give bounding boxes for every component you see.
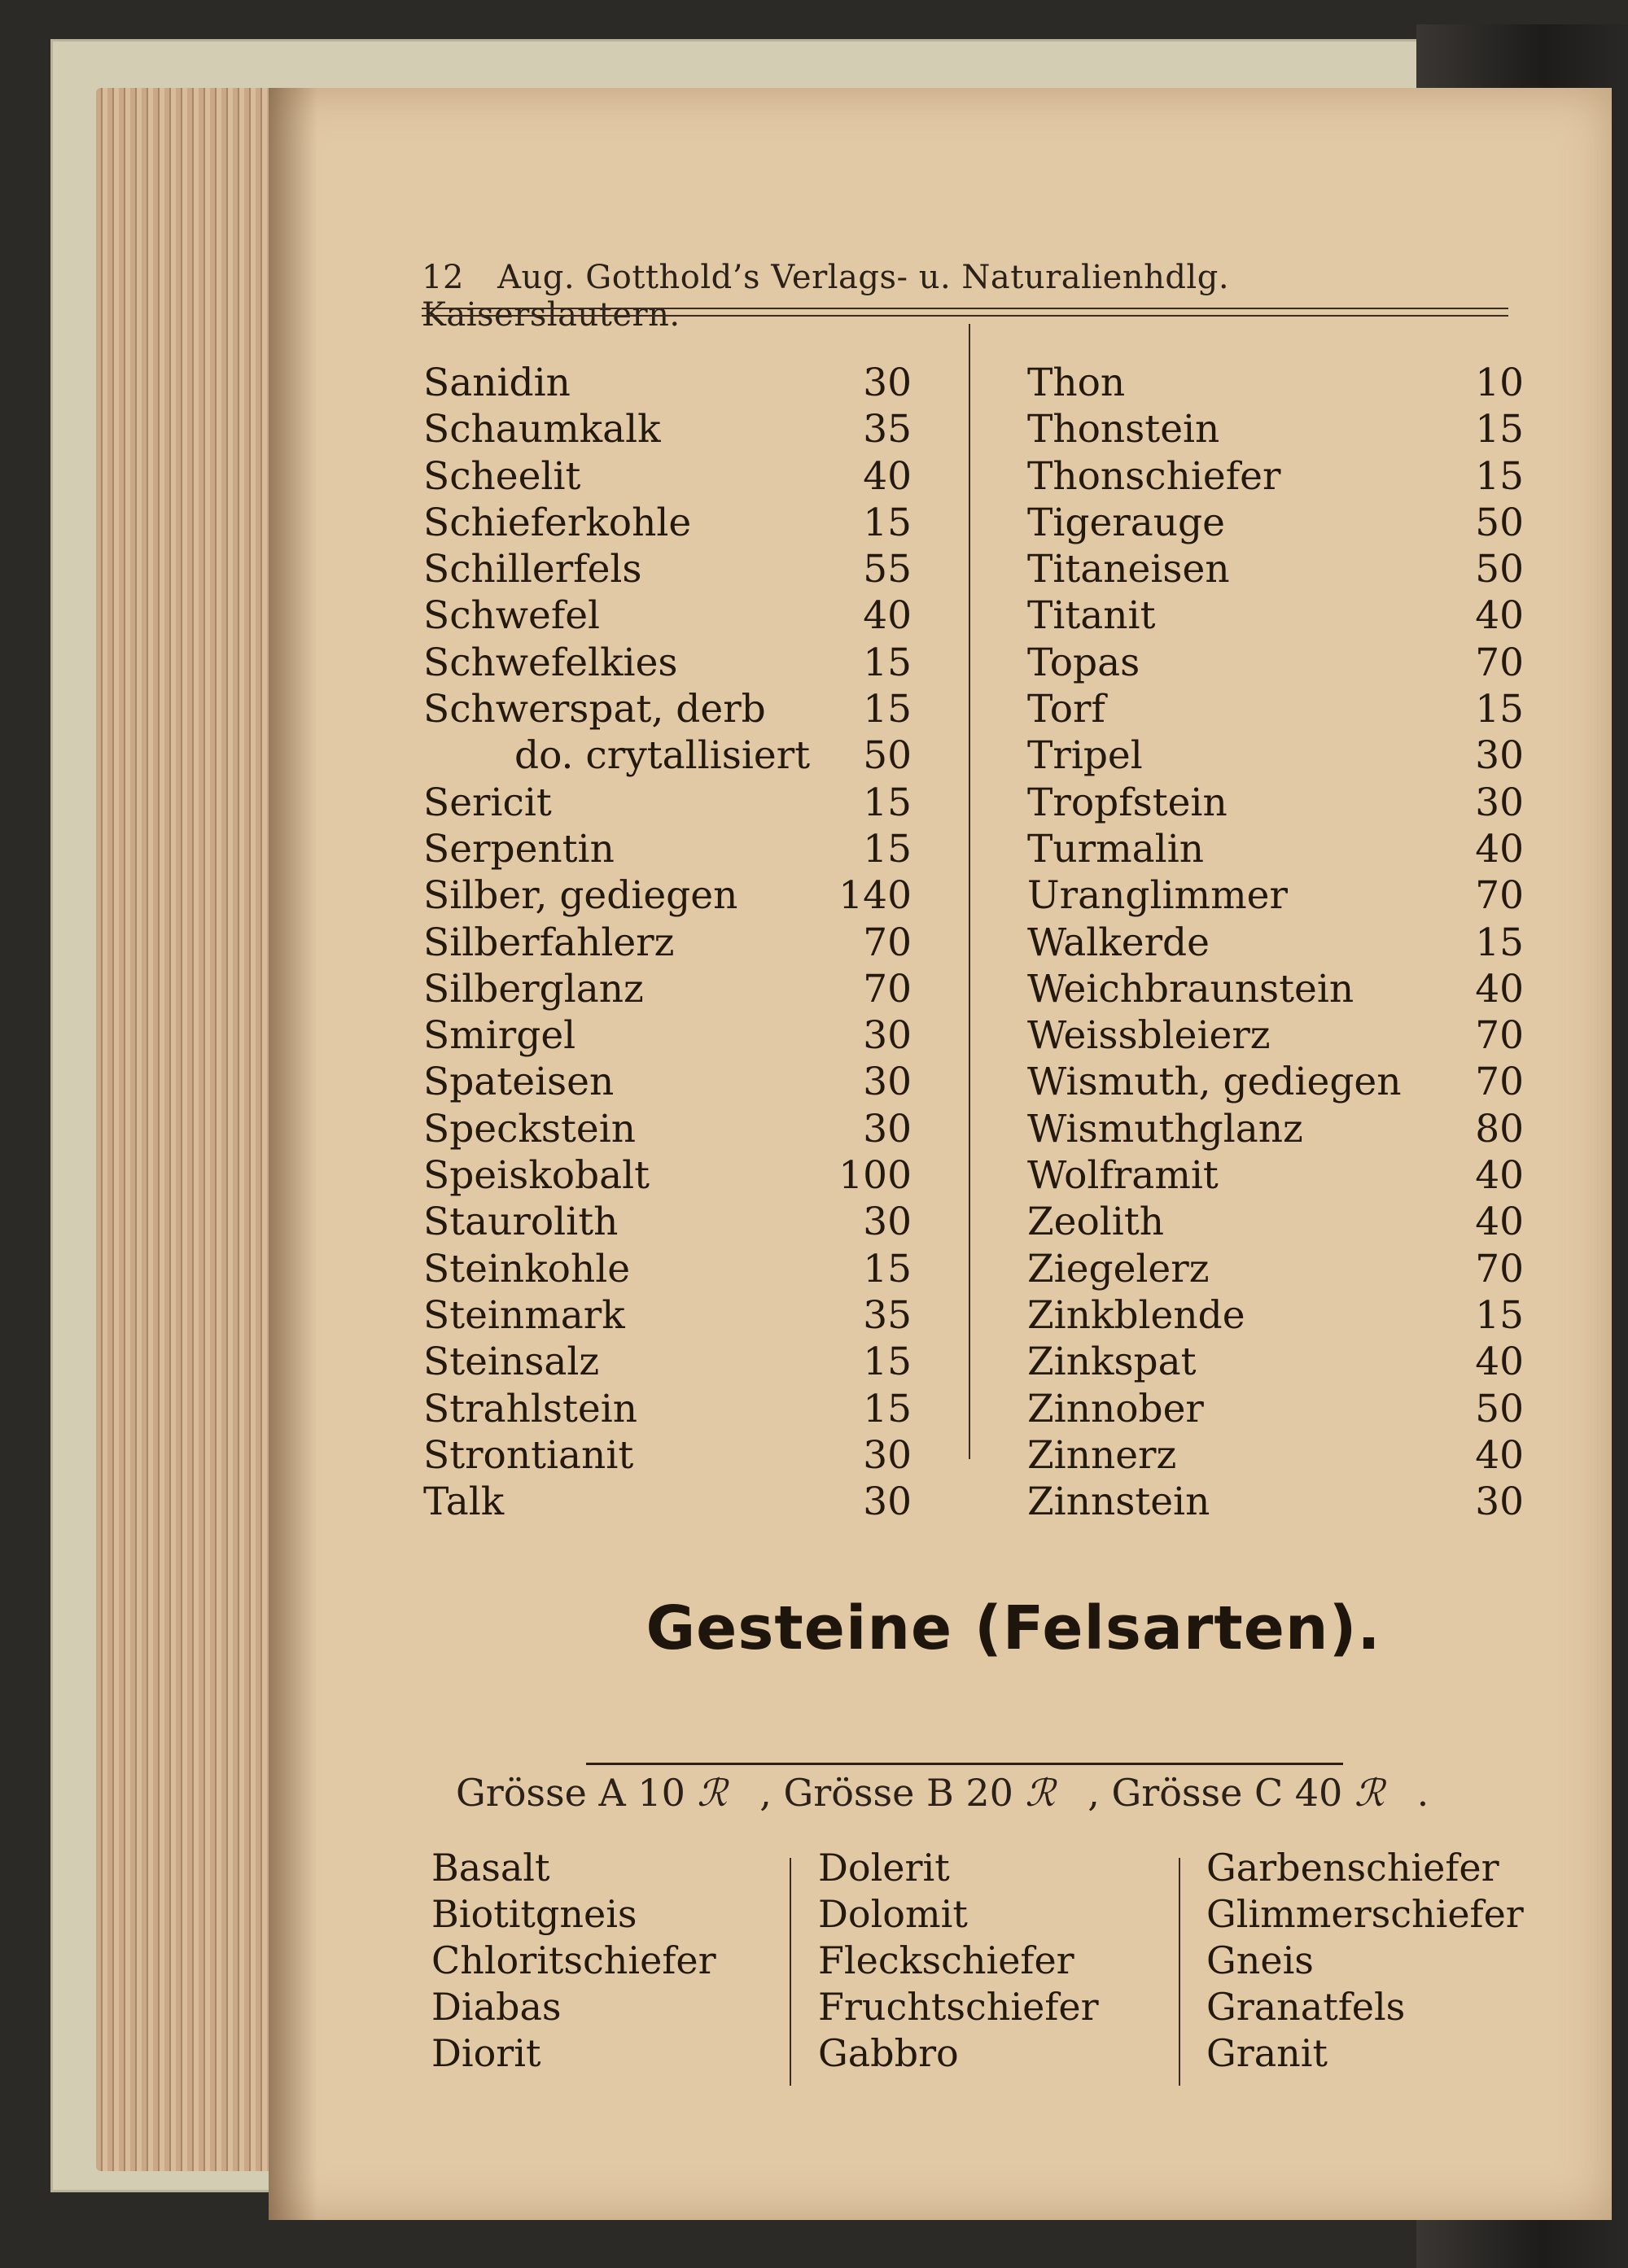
mineral-price: 40 (863, 593, 912, 639)
section-title-rule (586, 1763, 1343, 1765)
rock-name: Gneis (1206, 1938, 1314, 1982)
mineral-name: Thon (1027, 361, 1126, 405)
mineral-price: 30 (863, 361, 912, 405)
mineral-row (423, 827, 912, 873)
mineral-name: Staurolith (423, 1200, 619, 1245)
mineral-name: Serpentin (423, 826, 615, 872)
mineral-price: 50 (863, 733, 912, 779)
mineral-name: Topas (1027, 640, 1140, 685)
mineral-name: Turmalin (1027, 826, 1205, 872)
mineral-name: Titanit (1027, 593, 1156, 639)
mineral-price: 15 (1475, 1292, 1524, 1338)
mineral-name: Zinkblende (1027, 1292, 1245, 1338)
rock-list-1 (431, 1846, 790, 2078)
mineral-name: Wismuth, gediegen (1027, 1060, 1402, 1105)
mineral-row (423, 873, 912, 920)
size-a-label: Grösse A 10 (456, 1771, 685, 1815)
pfennig-sign-icon: ℛ (1354, 1771, 1385, 1815)
size-price-line: Grösse A 10 ℛ , Grösse B 20 ℛ , Grösse C 40 ℛ . (456, 1771, 1429, 1815)
mineral-price: 30 (863, 1013, 912, 1059)
rock-column-divider (1179, 1858, 1180, 2086)
mineral-price: 30 (863, 1200, 912, 1245)
mineral-name: Zinnerz (1027, 1432, 1177, 1478)
mineral-row (1027, 547, 1524, 593)
rock-name: Basalt (431, 1846, 550, 1890)
mineral-row (1027, 1107, 1524, 1153)
mineral-price: 15 (1475, 453, 1524, 499)
mineral-name: Thonschiefer (1027, 453, 1281, 499)
mineral-price: 35 (863, 1292, 912, 1338)
page-header (422, 259, 1317, 334)
mineral-name: do. crytallisiert (514, 733, 811, 779)
mineral-row (1027, 500, 1524, 547)
mineral-name: Tripel (1027, 733, 1143, 779)
mineral-price: 40 (1475, 826, 1524, 872)
mineral-name: Sericit (423, 780, 552, 825)
rock-name: Diorit (431, 2031, 541, 2075)
header-rule (422, 308, 1508, 317)
mineral-name: Weissbleierz (1027, 1013, 1271, 1059)
mineral-name: Strahlstein (423, 1386, 637, 1431)
rock-name: Fruchtschiefer (818, 1985, 1099, 2029)
mineral-name: Schaumkalk (423, 407, 661, 452)
size-b-label: Grösse B 20 (783, 1771, 1013, 1815)
mineral-row (1027, 593, 1524, 640)
mineral-row (1027, 1013, 1524, 1060)
mineral-row (1027, 780, 1524, 827)
mineral-price: 30 (1475, 780, 1524, 825)
mineral-price: 40 (1475, 1432, 1524, 1478)
mineral-name: Torf (1027, 687, 1105, 732)
pfennig-sign-icon: ℛ (697, 1771, 728, 1815)
mineral-price: 35 (863, 407, 912, 452)
mineral-price: 50 (1475, 547, 1524, 592)
mineral-name: Strontianit (423, 1432, 634, 1478)
mineral-name: Zinkspat (1027, 1339, 1197, 1385)
rock-list-2 (818, 1846, 1176, 2078)
mineral-price: 15 (863, 826, 912, 872)
publisher-line: Aug. Gotthold’s Verlags- u. Naturalienhdlg. Kaiserslautern. (422, 259, 1230, 334)
rock-name: Dolomit (818, 1892, 968, 1936)
mineral-row (423, 780, 912, 827)
mineral-row (423, 687, 912, 733)
mineral-price: 70 (1475, 1246, 1524, 1291)
mineral-name: Zeolith (1027, 1200, 1164, 1245)
mineral-row (1027, 640, 1524, 687)
mineral-row (1027, 967, 1524, 1013)
mineral-price: 15 (863, 780, 912, 825)
mineral-row (1027, 407, 1524, 453)
mineral-row (1027, 920, 1524, 967)
mineral-row (1027, 873, 1524, 920)
mineral-price: 30 (1475, 733, 1524, 779)
mineral-name: Tigerauge (1027, 500, 1225, 545)
mineral-name: Steinsalz (423, 1339, 600, 1385)
mineral-row (423, 920, 912, 967)
mineral-name: Schieferkohle (423, 500, 692, 545)
mineral-price: 15 (863, 1386, 912, 1431)
mineral-price: 10 (1475, 361, 1524, 405)
column-divider (969, 324, 970, 1459)
mineral-row (423, 1339, 912, 1386)
rock-name: Granit (1206, 2031, 1328, 2075)
mineral-price: 15 (863, 640, 912, 685)
mineral-row (1027, 1293, 1524, 1339)
rock-list-3 (1206, 1846, 1597, 2078)
rock-name: Fleckschiefer (818, 1938, 1074, 1982)
mineral-row (1027, 687, 1524, 733)
mineral-row (423, 1293, 912, 1339)
mineral-price: 40 (1475, 593, 1524, 639)
mineral-row (423, 454, 912, 500)
mineral-price: 140 (838, 873, 912, 919)
rock-name: Dolerit (818, 1846, 950, 1890)
mineral-name: Zinnober (1027, 1386, 1204, 1431)
mineral-price: 30 (863, 1106, 912, 1151)
rock-name: Biotitgneis (431, 1892, 637, 1936)
mineral-row (423, 1013, 912, 1060)
rock-column-divider (790, 1858, 791, 2086)
mineral-price: 15 (863, 687, 912, 732)
page-number: 12 (422, 259, 464, 296)
mineral-row (423, 640, 912, 687)
mineral-price: 15 (1475, 687, 1524, 732)
mineral-name: Smirgel (423, 1013, 576, 1059)
mineral-name: Steinkohle (423, 1246, 631, 1291)
mineral-row (423, 1060, 912, 1106)
mineral-row (423, 407, 912, 453)
mineral-price: 70 (1475, 1013, 1524, 1059)
mineral-row (1027, 1387, 1524, 1433)
mineral-name: Zinnstein (1027, 1479, 1210, 1525)
mineral-row (1027, 1479, 1524, 1526)
mineral-price: 50 (1475, 1386, 1524, 1431)
mineral-price: 15 (863, 1246, 912, 1291)
mineral-name: Walkerde (1027, 920, 1210, 965)
mineral-name: Scheelit (423, 453, 581, 499)
mineral-row (1027, 1339, 1524, 1386)
mineral-row (1027, 733, 1524, 780)
mineral-row (1027, 1153, 1524, 1200)
mineral-row (423, 1433, 912, 1479)
mineral-row (423, 733, 912, 780)
mineral-name: Silberfahlerz (423, 920, 675, 965)
mineral-name: Speiskobalt (423, 1153, 650, 1199)
mineral-row (1027, 1433, 1524, 1479)
mineral-price: 70 (1475, 1060, 1524, 1105)
mineral-name: Schillerfels (423, 547, 642, 592)
pfennig-sign-icon: ℛ (1025, 1771, 1056, 1815)
mineral-row (423, 967, 912, 1013)
mineral-price: 15 (863, 500, 912, 545)
mineral-price: 15 (1475, 407, 1524, 452)
mineral-price: 40 (1475, 1339, 1524, 1385)
mineral-name: Sanidin (423, 361, 571, 405)
rock-name: Garbenschiefer (1206, 1846, 1499, 1890)
mineral-row (1027, 1200, 1524, 1246)
rock-name: Glimmerschiefer (1206, 1892, 1524, 1936)
mineral-price: 70 (863, 920, 912, 965)
mineral-row (423, 1107, 912, 1153)
mineral-name: Wolframit (1027, 1153, 1219, 1199)
mineral-name: Speckstein (423, 1106, 637, 1151)
rock-name: Diabas (431, 1985, 562, 2029)
mineral-row (1027, 1060, 1524, 1106)
rock-name: Gabbro (818, 2031, 959, 2075)
mineral-price: 15 (863, 1339, 912, 1385)
mineral-row (423, 1200, 912, 1246)
mineral-price: 30 (1475, 1479, 1524, 1525)
mineral-row (1027, 361, 1524, 407)
mineral-name: Schwefelkies (423, 640, 678, 685)
mineral-name: Thonstein (1027, 407, 1220, 452)
mineral-price: 30 (863, 1479, 912, 1525)
mineral-price: 40 (1475, 1153, 1524, 1199)
mineral-name: Talk (423, 1479, 505, 1525)
section-title: Gesteine (Felsarten). (646, 1593, 1381, 1663)
mineral-price: 50 (1475, 500, 1524, 545)
mineral-row (423, 361, 912, 407)
mineral-price: 70 (863, 966, 912, 1012)
mineral-row (1027, 454, 1524, 500)
mineral-row (423, 500, 912, 547)
mineral-price: 80 (1475, 1106, 1524, 1151)
mineral-row (1027, 827, 1524, 873)
mineral-name: Titaneisen (1027, 547, 1230, 592)
mineral-name: Silberglanz (423, 966, 644, 1012)
mineral-row (1027, 1247, 1524, 1293)
mineral-price: 40 (863, 453, 912, 499)
mineral-name: Ziegelerz (1027, 1246, 1210, 1291)
mineral-name: Tropfstein (1027, 780, 1228, 825)
mineral-list-left (423, 361, 912, 1526)
mineral-price: 15 (1475, 920, 1524, 965)
mineral-name: Schwefel (423, 593, 601, 639)
book-page (269, 88, 1612, 2220)
mineral-row (423, 1153, 912, 1200)
mineral-price: 40 (1475, 1200, 1524, 1245)
mineral-name: Uranglimmer (1027, 873, 1288, 919)
mineral-name: Spateisen (423, 1060, 615, 1105)
mineral-price: 30 (863, 1060, 912, 1105)
page-fold-shadow (269, 88, 317, 2220)
rock-name: Granatfels (1206, 1985, 1406, 2029)
mineral-name: Silber, gediegen (423, 873, 738, 919)
mineral-name: Steinmark (423, 1292, 625, 1338)
mineral-price: 40 (1475, 966, 1524, 1012)
size-c-label: Grösse C 40 (1111, 1771, 1343, 1815)
mineral-row (423, 1247, 912, 1293)
mineral-list-right (1027, 361, 1524, 1526)
mineral-row (423, 593, 912, 640)
mineral-row (423, 547, 912, 593)
mineral-price: 30 (863, 1432, 912, 1478)
mineral-name: Wismuthglanz (1027, 1106, 1303, 1151)
mineral-price: 100 (838, 1153, 912, 1199)
mineral-price: 70 (1475, 640, 1524, 685)
mineral-price: 70 (1475, 873, 1524, 919)
mineral-price: 55 (863, 547, 912, 592)
rock-name: Chloritschiefer (431, 1938, 716, 1982)
mineral-row (423, 1479, 912, 1526)
mineral-name: Schwerspat, derb (423, 687, 766, 732)
mineral-name: Weichbraunstein (1027, 966, 1354, 1012)
mineral-row (423, 1387, 912, 1433)
